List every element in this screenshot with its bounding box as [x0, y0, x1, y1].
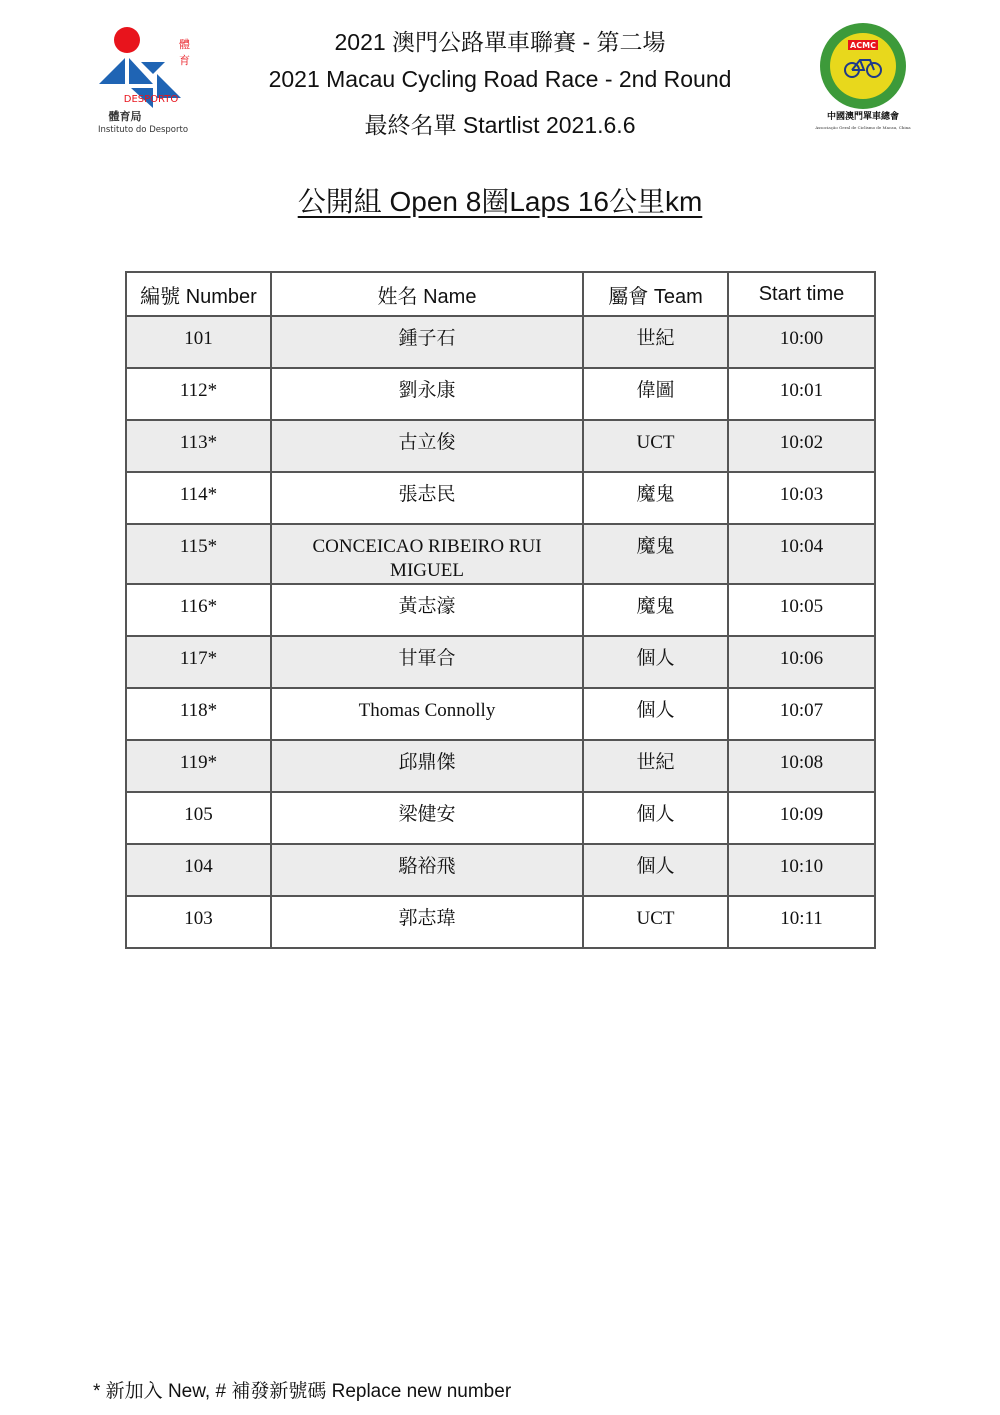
table-row	[126, 524, 875, 584]
startlist-date: 最終名單 Startlist 2021.6.6	[364, 112, 636, 138]
table-row	[126, 316, 875, 368]
rider-start-time: 10:08	[728, 740, 875, 792]
table-row	[126, 472, 875, 524]
rider-name: 駱裕飛	[271, 844, 583, 896]
rider-number: 104	[126, 844, 271, 896]
rider-start-time: 10:00	[728, 316, 875, 368]
rider-team: 世紀	[583, 316, 728, 368]
rider-team: UCT	[583, 420, 728, 472]
rider-team: 魔鬼	[583, 472, 728, 524]
logo-name-pt: Instituto do Desporto	[97, 125, 189, 135]
logo-name-cn: 體育局	[108, 110, 142, 123]
rider-team: 個人	[583, 688, 728, 740]
rider-start-time: 10:09	[728, 792, 875, 844]
rider-name: 郭志瑋	[271, 896, 583, 948]
rider-team: UCT	[583, 896, 728, 948]
rider-number: 116*	[126, 584, 271, 636]
rider-team: 魔鬼	[583, 584, 728, 636]
column-header-name: 姓名 Name	[271, 272, 583, 316]
rider-name: 甘軍合	[271, 636, 583, 688]
table-row	[126, 740, 875, 792]
rider-team: 個人	[583, 636, 728, 688]
rider-start-time: 10:03	[728, 472, 875, 524]
table-row	[126, 584, 875, 636]
table-row	[126, 636, 875, 688]
rider-start-time: 10:06	[728, 636, 875, 688]
table-row	[126, 844, 875, 896]
footnote: * 新加入 New, # 補發新號碼 Replace new number	[93, 1381, 512, 1402]
table-row	[126, 368, 875, 420]
rider-start-time: 10:05	[728, 584, 875, 636]
rider-name: 劉永康	[271, 368, 583, 420]
rider-team: 個人	[583, 792, 728, 844]
rider-number: 112*	[126, 368, 271, 420]
table-header-row	[126, 272, 875, 316]
rider-name: Thomas Connolly	[271, 688, 583, 740]
rider-team: 偉圖	[583, 368, 728, 420]
rider-start-time: 10:11	[728, 896, 875, 948]
table-row	[126, 420, 875, 472]
rider-number: 117*	[126, 636, 271, 688]
category-title: 公開組 Open 8圈Laps 16公里km	[297, 186, 703, 217]
table-row	[126, 896, 875, 948]
startlist-table	[125, 271, 876, 949]
rider-team: 魔鬼	[583, 524, 728, 584]
rider-name: 張志民	[271, 472, 583, 524]
rider-start-time: 10:10	[728, 844, 875, 896]
column-header-number: 編號 Number	[126, 272, 271, 316]
rider-name: 鍾子石	[271, 316, 583, 368]
rider-number: 119*	[126, 740, 271, 792]
logo-brand-text: DESPORTO	[123, 94, 179, 105]
rider-number: 105	[126, 792, 271, 844]
rider-start-time: 10:07	[728, 688, 875, 740]
acmc-name-cn: 中國澳門單車總會	[826, 112, 900, 122]
column-header-start-time: Start time	[728, 272, 875, 316]
rider-number: 114*	[126, 472, 271, 524]
table-row	[126, 792, 875, 844]
rider-number: 115*	[126, 524, 271, 584]
rider-name: 黃志濠	[271, 584, 583, 636]
rider-name: CONCEICAO RIBEIRO RUI MIGUEL	[271, 524, 583, 584]
event-title-en: 2021 Macau Cycling Road Race - 2nd Round	[268, 66, 732, 92]
rider-name: 古立俊	[271, 420, 583, 472]
logo-char-top: 體	[179, 38, 190, 51]
acmc-acronym: ACMC	[850, 41, 876, 50]
rider-start-time: 10:04	[728, 524, 875, 584]
logo-char-bottom: 育	[179, 54, 190, 67]
event-title-cn: 2021 澳門公路單車聯賽 - 第二場	[334, 29, 666, 55]
column-header-team: 屬會 Team	[583, 272, 728, 316]
rider-start-time: 10:01	[728, 368, 875, 420]
rider-team: 世紀	[583, 740, 728, 792]
acmc-name-pt: Associação Geral de Ciclismo de Macau, China	[815, 125, 911, 130]
rider-number: 101	[126, 316, 271, 368]
rider-number: 103	[126, 896, 271, 948]
rider-name: 邱鼎傑	[271, 740, 583, 792]
rider-number: 113*	[126, 420, 271, 472]
rider-start-time: 10:02	[728, 420, 875, 472]
table-row	[126, 688, 875, 740]
rider-name: 梁健安	[271, 792, 583, 844]
rider-team: 個人	[583, 844, 728, 896]
rider-number: 118*	[126, 688, 271, 740]
